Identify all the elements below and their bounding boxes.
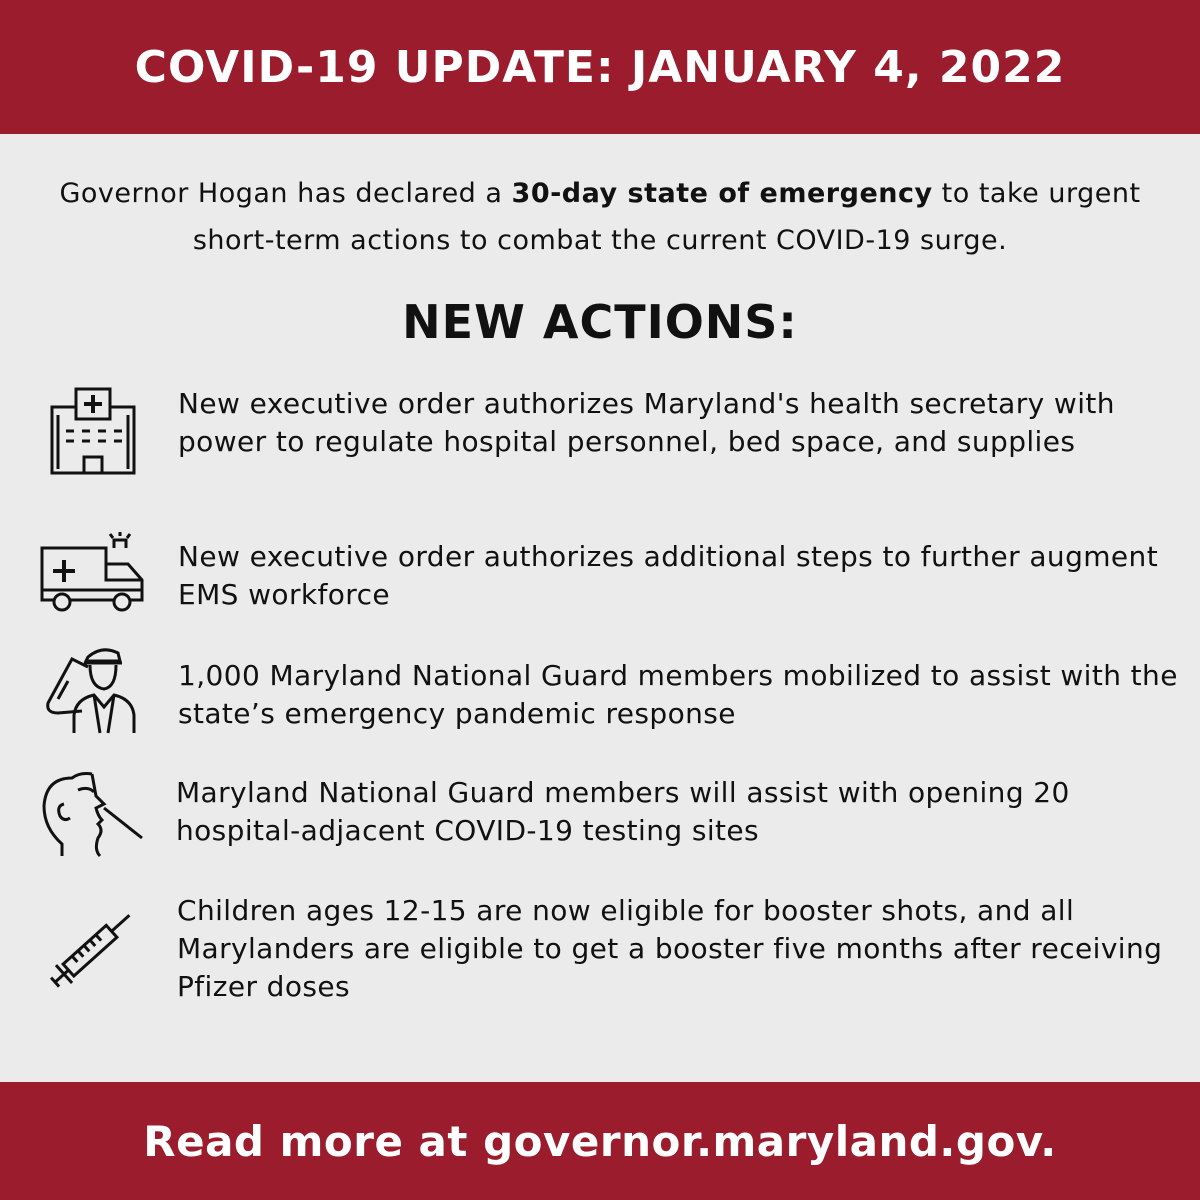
action-text: Maryland National Guard members will assist with opening 20 hospital-adjacent COVID-19 testing sites	[176, 776, 1070, 847]
action-text: New executive order authorizes additional steps to further augment EMS workforce	[178, 540, 1159, 611]
saluting-soldier-icon	[38, 641, 148, 737]
header-banner	[0, 0, 1200, 134]
action-text: Children ages 12-15 are now eligible for booster shots, and all Marylanders are eligible to get a booster five months after receiving Pfizer doses	[177, 894, 1163, 1003]
action-text: 1,000 Maryland National Guard members mobilized to assist with the state’s emergency pandemic response	[178, 659, 1178, 730]
intro-paragraph	[20, 170, 1180, 264]
page-title: COVID-19 UPDATE: JANUARY 4, 2022	[134, 41, 1066, 93]
syringe-icon	[38, 900, 148, 996]
action-text: New executive order authorizes Maryland's health secretary with power to regulate hospital personnel, bed space, and supplies	[178, 387, 1115, 458]
hospital-icon	[38, 385, 148, 481]
intro-text-start: Governor Hogan has declared a	[59, 178, 512, 209]
intro-emphasis: 30-day state of emergency	[511, 178, 933, 209]
footer-link-text[interactable]: Read more at governor.maryland.gov.	[143, 1116, 1057, 1166]
ambulance-icon	[38, 530, 148, 626]
footer-banner	[0, 1082, 1200, 1200]
intro-text-end: to take urgent short-term actions to combat the current COVID-19 surge.	[192, 178, 1141, 256]
section-title: NEW ACTIONS:	[402, 295, 798, 349]
nasal-swab-test-icon	[38, 766, 148, 862]
